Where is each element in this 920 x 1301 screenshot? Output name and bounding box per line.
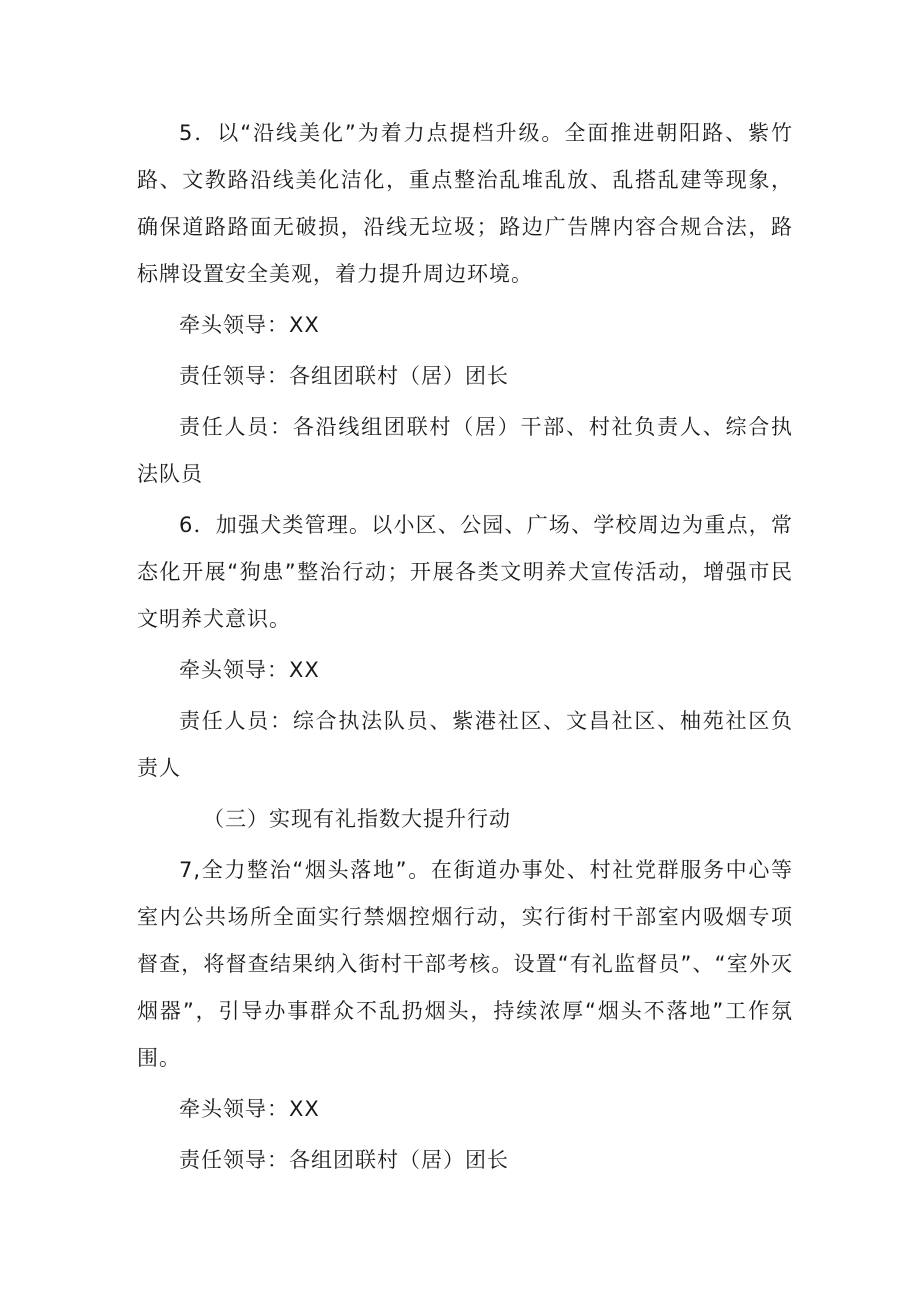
item-6-responsible-personnel: 责任人员：综合执法队员、紫港社区、文昌社区、柚苑社区负责人 — [137, 709, 793, 780]
item-7-lead-leader: 牵头领导：XX — [179, 1097, 320, 1121]
item-5-responsible-leader: 责任领导：各组团联村（居）团长 — [179, 364, 509, 388]
item-6-paragraph: 6．加强犬类管理。以小区、公园、广场、学校周边为重点，常态化开展“狗患”整治行动；开展各类文明养犬宣传活动，增强市民文明养犬意识。 — [137, 513, 793, 631]
document-body — [137, 110, 793, 1184]
section-3-heading: （三）实现有礼指数大提升行动 — [203, 807, 511, 831]
item-6-lead-leader: 牵头领导：XX — [179, 658, 320, 682]
item-5-responsible-personnel: 责任人员：各沿线组团联村（居）干部、村社负责人、综合执法队员 — [137, 415, 793, 486]
item-5-lead-leader: 牵头领导：XX — [179, 313, 320, 337]
item-7-responsible-leader: 责任领导：各组团联村（居）团长 — [179, 1148, 509, 1172]
item-5-paragraph: 5．以“沿线美化”为着力点提档升级。全面推进朝阳路、紫竹路、文教路沿线美化洁化，重点整治乱堆乱放、乱搭乱建等现象，确保道路路面无破损，沿线无垃圾；路边广告牌内容合规合法，路标牌设置安全美观，着力提升周边环境。 — [137, 121, 793, 286]
item-7-paragraph: 7,全力整治“烟头落地”。在街道办事处、村社党群服务中心等室内公共场所全面实行禁烟控烟行动，实行街村干部室内吸烟专项督查，将督查结果纳入街村干部考核。设置“有礼监督员”、“室外灭烟器”，引导办事群众不乱扔烟头，持续浓厚“烟头不落地”工作氛围。 — [137, 858, 793, 1070]
